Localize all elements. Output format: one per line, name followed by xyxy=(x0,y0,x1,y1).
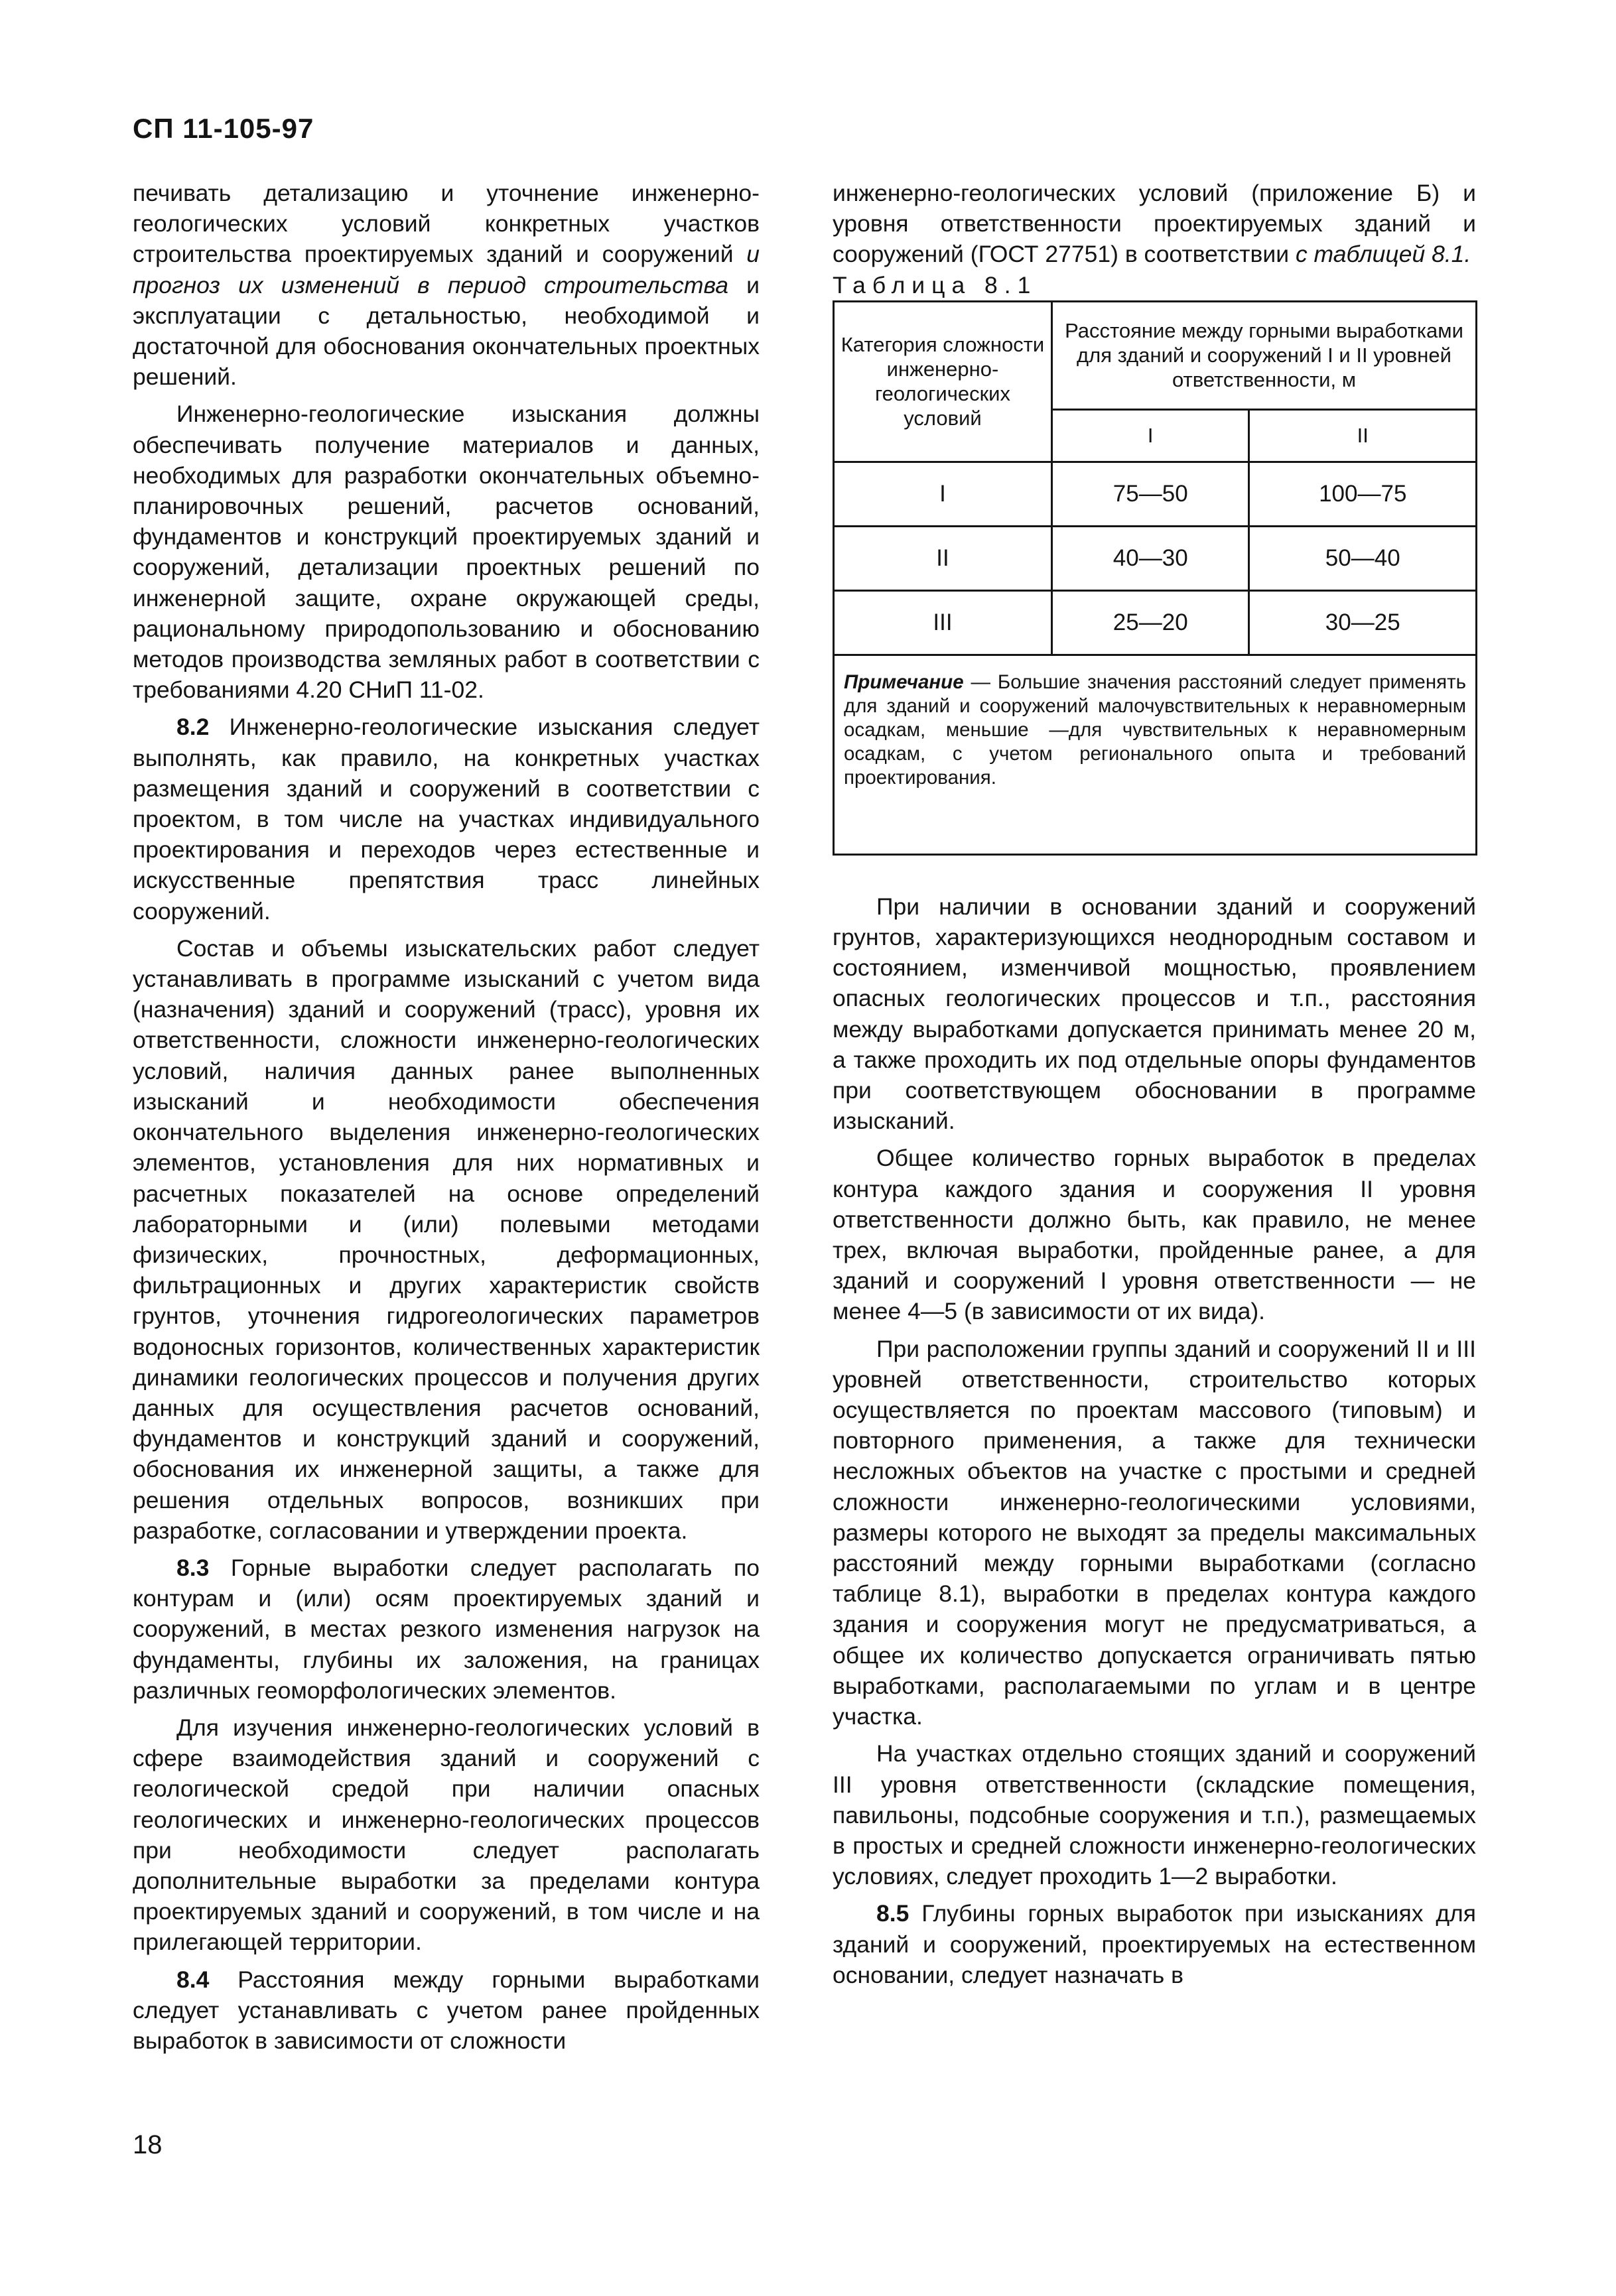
level-1-value-cell: 40—30 xyxy=(1052,526,1249,590)
header-distance-cell: Расстояние между горными выработками для зданий и сооружений I и II уровней ответственности, м xyxy=(1052,301,1477,409)
paragraph xyxy=(833,1738,1476,1891)
text-run: Состав и объемы изыскательских работ следует устанавливать в программе изысканий с учетом вида (назначения) зданий и сооружений (трасс), уровня их ответственности, сложности инженерно-геологических условий, наличия данных ранее выполненных изысканий и необходимости обеспечения окончательного выделения инженерно-геологических элементов, установления для них нормативных и расчетных показателей на основе определений лабораторными и (или) полевыми методами физических, прочностных, деформационных, фильтрационных и других характеристик свойств грунтов, уточнения гидрогеологических параметров водоносных горизонтов, количественных характеристик динамики геологических процессов и получения других данных для осуществления расчетов оснований, фундаментов и конструкций зданий и сооружений, обоснования их инженерной защиты, а также для решения отдельных вопросов, возникших при разработке, согласовании и утверждении проекта. xyxy=(133,934,760,1544)
table-row xyxy=(834,526,1477,590)
category-cell: II xyxy=(834,526,1052,590)
table-note-row xyxy=(834,655,1477,854)
right-column-intro xyxy=(833,178,1476,270)
right-column-body xyxy=(833,891,1476,1990)
level-1-value-cell: 25—20 xyxy=(1052,590,1249,655)
paragraph xyxy=(133,712,760,926)
text-run: печивать детализацию и уточнение инженерно-геологических условий конкретных участков строительства проектируемых зданий и сооружений xyxy=(133,180,760,268)
text-run: и эксплуатации с детальностью, необходимой и достаточной для обоснования окончательных проектных решений. xyxy=(133,271,760,391)
level-2-value-cell: 100—75 xyxy=(1249,462,1477,526)
text-run: На участках отдельно стоящих зданий и сооружений III уровня ответственности (складские помещения, павильоны, подсобные сооружения и т.п.), размещаемых в простых и средней сложности инженерно-геологических условиях, следует проходить 1—2 выработки. xyxy=(833,1740,1476,1890)
paragraph xyxy=(833,1898,1476,1990)
table-row xyxy=(834,590,1477,655)
section-number: 8.5 xyxy=(876,1900,909,1927)
paragraph xyxy=(133,178,760,392)
italic-text: с таблицей 8.1. xyxy=(1295,241,1471,268)
level-2-value-cell: 50—40 xyxy=(1249,526,1477,590)
category-cell: III xyxy=(834,590,1052,655)
right-text-column xyxy=(833,178,1476,1990)
header-level-1-cell: I xyxy=(1052,409,1249,462)
level-2-value-cell: 30—25 xyxy=(1249,590,1477,655)
paragraph xyxy=(133,1712,760,1958)
text-run: При наличии в основании зданий и сооружений грунтов, характеризующихся неоднородным составом и состоянием, изменчивой мощностью, проявлением опасных геологических процессов и т.п., расстояния между выработками допускается принимать менее 20 м, а также проходить их под отдельные опоры фундаментов при соответствующем обосновании в программе изысканий. xyxy=(833,893,1476,1135)
category-cell: I xyxy=(834,462,1052,526)
left-text-column xyxy=(133,178,760,2056)
note-label: Примечание xyxy=(844,670,964,693)
section-number: 8.4 xyxy=(176,1966,210,1993)
paragraph xyxy=(133,1964,760,2057)
text-run: инженерно-геологических условий (приложение Б) и уровня ответственности проектируемых зданий и сооружений (ГОСТ 27751) в соответствии xyxy=(833,180,1476,268)
text-run: Общее количество горных выработок в пределах контура каждого здания и сооружения II уровня ответственности должно быть, как правило, не менее трех, включая выработки, пройденные ранее, а для зданий и сооружений I уровня ответственности — не менее 4—5 (в зависимости от их вида). xyxy=(833,1145,1476,1325)
level-1-value-cell: 75—50 xyxy=(1052,462,1249,526)
paragraph xyxy=(133,399,760,705)
text-run: Расстояния между горными выработками следует устанавливать с учетом ранее пройденных выработок в зависимости от сложности xyxy=(133,1966,760,2054)
paragraph xyxy=(833,1334,1476,1732)
paragraph xyxy=(833,891,1476,1137)
text-run: При расположении группы зданий и сооружений II и III уровней ответственности, строительство которых осуществляется по проектам массового (типовым) и повторного применения, а также для технически несложных объектов на участке с простыми и средней сложности инженерно-геологическими условиями, размеры которого не выходят за пределы максимальных расстояний между горными выработками (согласно таблице 8.1), выработки в пределах контура каждого здания и сооружения могут не предусматриваться, а общее их количество допускается ограничивать пятью выработками, располагаемыми по углам и в центре участка. xyxy=(833,1335,1476,1730)
section-number: 8.2 xyxy=(176,714,210,741)
header-level-2-cell: II xyxy=(1249,409,1477,462)
table-row xyxy=(834,462,1477,526)
paragraph xyxy=(833,178,1476,270)
table-header-row xyxy=(834,301,1477,409)
distance-table xyxy=(833,300,1477,856)
text-run: Для изучения инженерно-геологических условий в сфере взаимодействия зданий и сооружений с геологической средой при наличии опасных геологических и инженерно-геологических процессов при необходимости следует располагать дополнительные выработки за пределами контура проектируемых зданий и сооружений, в том числе и на прилегающей территории. xyxy=(133,1714,760,1956)
text-run: Инженерно-геологические изыскания должны обеспечивать получение материалов и данных, необходимых для разработки окончательных объемно-планировочных решений, расчетов оснований, фундаментов и конструкций проектируемых зданий и сооружений, детализации проектных решений по инженерной защите, охране окружающей среды, рациональному природопользованию и обоснованию методов производства земляных работ в соответствии с требованиями 4.20 СНиП 11-02. xyxy=(133,401,760,704)
text-run: Инженерно-геологические изыскания следует выполнять, как правило, на конкретных участках размещения зданий и сооружений в соответствии с проектом, в том числе на участках индивидуального проектирования и переходов через естественные и искусственные препятствия трасс линейных сооружений. xyxy=(133,714,760,925)
table-caption: Таблица 8.1 xyxy=(833,271,1038,298)
paragraph xyxy=(133,1553,760,1706)
text-run: Глубины горных выработок при изысканиях для зданий и сооружений, проектируемых на естественном основании, следует назначать в xyxy=(833,1900,1476,1988)
italic-text: и прогноз их изменений в период строительства xyxy=(133,241,760,298)
document-code-header: СП 11-105-97 xyxy=(133,113,314,144)
header-category-cell: Категория сложности инженерно-геологических условий xyxy=(834,301,1052,462)
page-number: 18 xyxy=(133,2130,163,2159)
table-note-cell xyxy=(834,655,1477,854)
paragraph xyxy=(833,1143,1476,1326)
note-text: — Большие значения расстояний следует применять для зданий и сооружений малочувствительных к неравномерным осадкам, меньшие —для чувствительных к неравномерным осадкам, с учетом регионального опыта и требований проектирования. xyxy=(844,670,1466,789)
section-number: 8.3 xyxy=(176,1554,210,1581)
text-run: Горные выработки следует располагать по контурам и (или) осям проектируемых зданий и сооружений, в местах резкого изменения нагрузок на фундаменты, глубины их заложения, на границах различных геоморфологических элементов. xyxy=(133,1554,760,1704)
paragraph xyxy=(133,933,760,1546)
